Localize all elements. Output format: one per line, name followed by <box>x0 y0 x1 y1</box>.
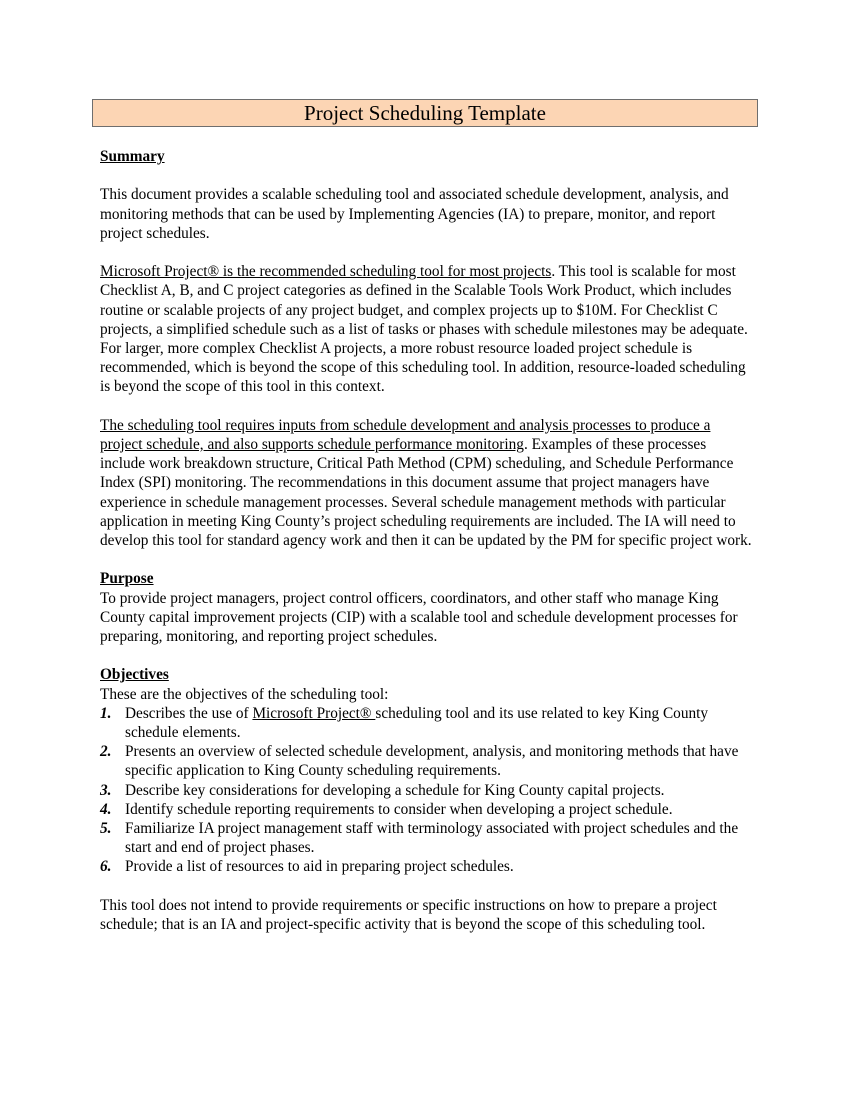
objective-number: 3. <box>100 781 112 799</box>
objective-text: Presents an overview of selected schedule development, analysis, and monitoring methods that have specific application to King County scheduling requirements. <box>125 743 739 780</box>
summary-paragraph-1: This document provides a scalable scheduling tool and associated schedule development, analysis, and monitoring methods that can be used by Implementing Agencies (IA) to prepare, monitor, and report project schedules. <box>100 186 729 242</box>
purpose-paragraph: To provide project managers, project control officers, coordinators, and other staff who manage King County capital improvement projects (CIP) with a scalable tool and schedule development processes for preparing, monitoring, and reporting project schedules. <box>100 589 738 646</box>
objective-text: scheduling tool and its use related to key King County schedule elements. <box>125 704 709 742</box>
objective-text: Provide a list of resources to aid in preparing project schedules. <box>125 858 514 876</box>
closing-paragraph: This tool does not intend to provide requirements or specific instructions on how to prepare a project schedule; that is an IA and project-specific activity that is beyond the scope of this scheduling tool. <box>100 896 717 934</box>
microsoft-project-link[interactable]: Microsoft Project® <box>252 704 376 722</box>
objective-number: 5. <box>100 820 112 838</box>
summary-paragraph-2-emphasis: Microsoft Project® is the recommended scheduling tool for most projects <box>100 263 552 281</box>
page-title: Project Scheduling Template <box>92 99 758 127</box>
purpose-heading: Purpose <box>100 570 154 588</box>
objective-text: Familiarize IA project management staff with terminology associated with project schedules and the start and end of project phases. <box>125 820 739 857</box>
summary-paragraph-3-text: . Examples of these processes include work breakdown structure, Critical Path Method (CPM) scheduling, and Schedule Performance Index (SPI) monitoring. The recommendations in this document assume that project managers have experience in schedule management processes. Several schedule management methods with particular application in meeting King County’s project scheduling requirements are included. The IA will need to develop this tool for standard agency work and then it can be updated by the PM for specific project work. <box>100 436 752 550</box>
objective-text: Describe key considerations for developing a schedule for King County capital projects. <box>125 781 665 799</box>
objective-item <box>100 781 752 800</box>
objective-number: 1. <box>100 704 112 722</box>
summary-paragraph-2-text: . This tool is scalable for most Checklist A, B, and C project categories as defined in the Scalable Tools Work Product, which includes routine or scalable projects of any project budget, and complex projects up to $10M. For Checklist C projects, a simplified schedule such as a list of tasks or phases with schedule milestones may be adequate. For larger, more complex Checklist A projects, a more robust resource loaded project schedule is recommended, which is beyond the scope of this scheduling tool. In addition, resource-loaded scheduling is beyond the scope of this tool in this context. <box>100 263 748 396</box>
objective-number: 2. <box>100 743 112 761</box>
objective-item <box>100 857 752 876</box>
objective-item <box>100 704 752 742</box>
objective-item <box>100 800 752 819</box>
summary-paragraph-3 <box>100 416 752 550</box>
objectives-heading: Objectives <box>100 666 169 684</box>
objective-text: Identify schedule reporting requirements to consider when developing a project schedule. <box>125 800 673 818</box>
summary-paragraph-2 <box>100 262 752 396</box>
objective-text: Describes the use of <box>125 704 253 722</box>
objective-item <box>100 819 752 857</box>
summary-paragraph-3-emphasis: The scheduling tool requires inputs from schedule development and analysis processes to produce a project schedule, and also supports schedule performance monitoring <box>100 416 711 453</box>
objectives-intro: These are the objectives of the scheduling tool: <box>100 685 389 703</box>
objectives-list <box>100 704 752 877</box>
document-body <box>100 147 752 934</box>
summary-heading: Summary <box>100 148 165 165</box>
objective-item <box>100 742 752 780</box>
objective-number: 4. <box>100 800 112 818</box>
objective-number: 6. <box>100 858 112 876</box>
